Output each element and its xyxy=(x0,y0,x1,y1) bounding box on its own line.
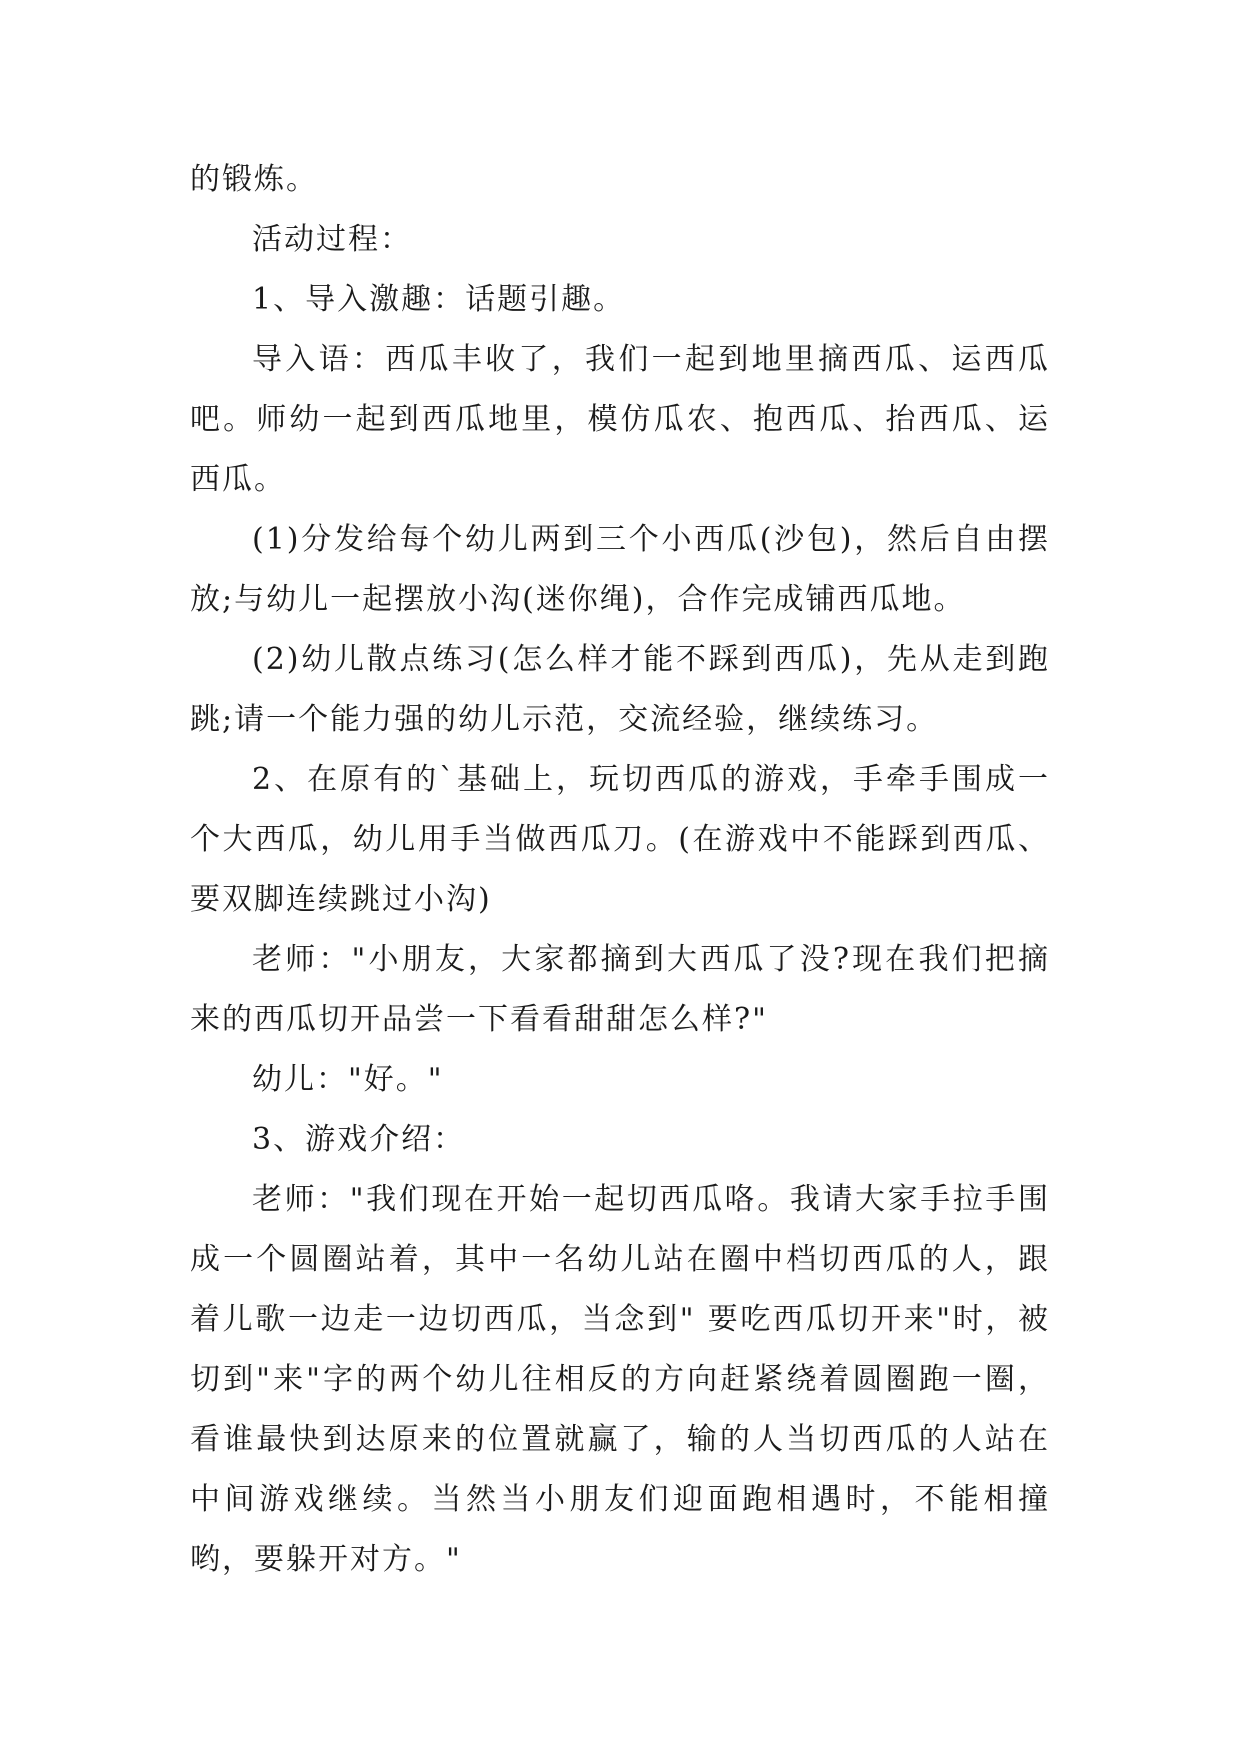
paragraph: (2)幼儿散点练习(怎么样才能不踩到西瓜)，先从走到跑跳;请一个能力强的幼儿示范，交流经验，继续练习。 xyxy=(190,642,1050,737)
paragraph: 3、游戏介绍： xyxy=(252,1122,466,1157)
paragraph: 的锻炼。 xyxy=(190,162,318,197)
paragraph: 2、在原有的`基础上，玩切西瓜的游戏，手牵手围成一个大西瓜，幼儿用手当做西瓜刀。(在游戏中不能踩到西瓜、要双脚连续跳过小沟) xyxy=(190,762,1050,917)
paragraph: 老师："小朋友，大家都摘到大西瓜了没?现在我们把摘来的西瓜切开品尝一下看看甜甜怎么样?" xyxy=(190,942,1050,1037)
paragraph: 1、导入激趣：话题引趣。 xyxy=(252,282,626,317)
paragraph: 老师："我们现在开始一起切西瓜咯。我请大家手拉手围成一个圆圈站着，其中一名幼儿站在圈中档切西瓜的人，跟着儿歌一边走一边切西瓜，当念到" 要吃西瓜切开来"时，被切到"来"字的两个幼儿往相反的方向赶紧绕着圆圈跑一圈，看谁最快到达原来的位置就赢了，输的人当切西瓜的人站在中间游戏继续。当然当小朋友们迎面跑相遇时，不能相撞哟，要躲开对方。" xyxy=(190,1182,1050,1577)
paragraph: 活动过程： xyxy=(252,222,412,257)
document-body xyxy=(190,150,1050,1590)
paragraph: 幼儿："好。" xyxy=(252,1062,444,1097)
paragraph: 导入语：西瓜丰收了，我们一起到地里摘西瓜、运西瓜吧。师幼一起到西瓜地里，模仿瓜农、抱西瓜、抬西瓜、运西瓜。 xyxy=(190,342,1050,497)
paragraph: (1)分发给每个幼儿两到三个小西瓜(沙包)，然后自由摆放;与幼儿一起摆放小沟(迷你绳)，合作完成铺西瓜地。 xyxy=(190,522,1050,617)
